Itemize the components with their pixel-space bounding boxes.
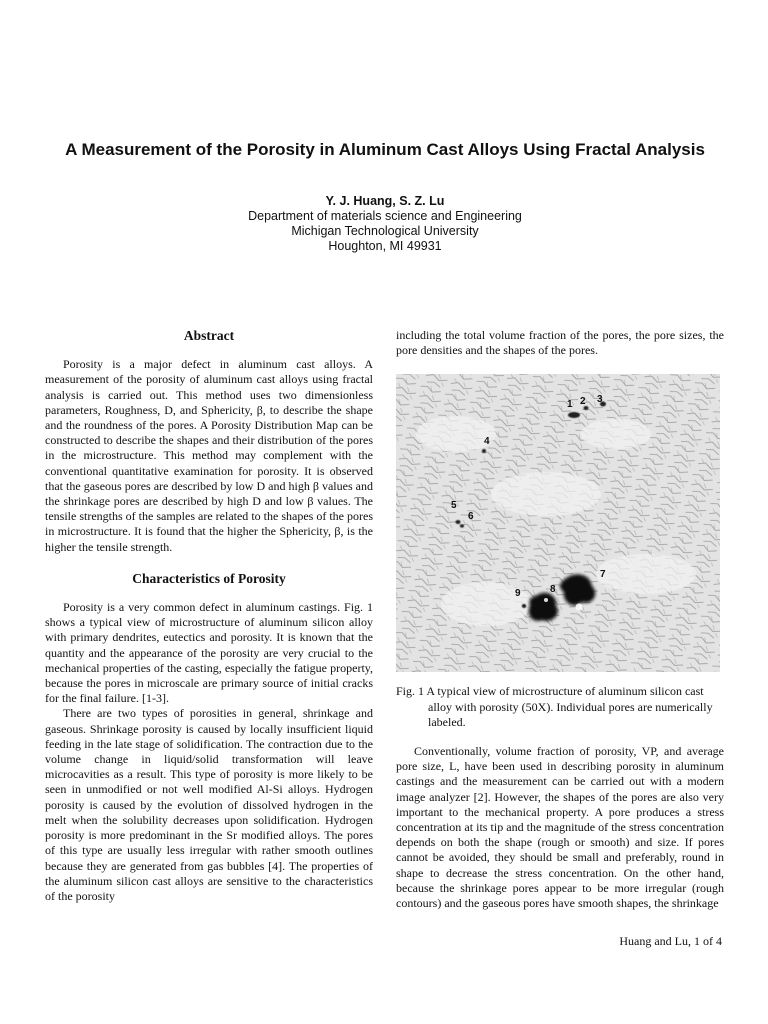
- paper-title: A Measurement of the Porosity in Aluminum Cast Alloys Using Fractal Analysis: [65, 140, 705, 159]
- pore-label-7: 7: [600, 569, 606, 581]
- pore-9: [522, 604, 526, 608]
- section-paragraph-1: Porosity is a very common defect in aluminum castings. Fig. 1 shows a typical view of microstructure of aluminum silicon alloy with primary dendrites, eutectics and porosity. It is known that the quantity and the appearance of the porosity are very crucial to the mechanical properties of the casting, especially the fatigue property, because the pores in microscale are primary source of initial cracks for the final failure. [1-3].: [45, 600, 373, 706]
- figure-caption: Fig. 1 A typical view of microstructure of aluminum silicon cast alloy with porosity (50X). Individual pores are numerically labeled.: [396, 684, 713, 729]
- author-address: Houghton, MI 49931: [328, 239, 442, 253]
- pore-4: [482, 449, 486, 453]
- pore-label-1: 1: [567, 399, 573, 411]
- pore-label-5: 5: [451, 500, 457, 512]
- right-paragraph: Conventionally, volume fraction of porosity, VP, and average pore size, L, have been used in describing porosity in aluminum castings and the measurement can be carried out with a modern image analyzer [2]. However, the shapes of the pores are also very important to the mechanical property. A pore produces a stress concentration at its tip and the magnitude of the stress concentration depends on both the shape (rough or smooth) and size. If pores cannot be avoided, they should be small and preferably, round in shape to decrease the stress concentration. On the other hand, because the shrinkage pores appear to be more irregular (rough contours) and the gaseous pores have smooth shapes, the shrinkage: [396, 744, 724, 911]
- section-heading: Characteristics of Porosity: [132, 570, 286, 586]
- author-names: Y. J. Huang, S. Z. Lu: [325, 194, 445, 208]
- pore-8: [529, 593, 558, 621]
- pore-label-6: 6: [468, 511, 474, 523]
- section-paragraph-2: There are two types of porosities in general, shrinkage and gaseous. Shrinkage porosity is caused by locally insufficient liquid feeding in the late stage of solidification. The contraction due to the volume change in liquid/solid transformation will leave microcavities as a result. This type of porosity is more likely to be seen in unmodified or not well modified Al-Si alloys. Hydrogen porosity is caused by the evolution of dissolved hydrogen in the melt when the solubility decreases upon solidification. Hydrogen porosity is more predominant in the Sr modified alloys. The pores of this type are usually less irregular with rather smooth outlines because they are generated from gas bubbles [4]. The properties of the aluminum silicon cast alloys are sensitive to the characteristics of the porosity: [45, 706, 373, 903]
- abstract-text: Porosity is a major defect in aluminum cast alloys. A measurement of the porosity of aluminum cast alloys using fractal analysis is carried out. This method uses two dimensionless parameters, Roughness, D, and Sphericity, β, to describe the shape and the roundness of the pores. A Porosity Distribution Map can be constructed to describe the shapes and their distribution of the pores in the microstructure. This method may complement with the conventional quantitative examination for porosity. It is observed that the gaseous pores are described by low D and high β values and the shrinkage pores are described by high D and low β values. The tensile strengths of the samples are related to the shapes of the pores in microstructure. It is found that the higher the Sphericity, β, is the higher the tensile strength.: [45, 357, 373, 554]
- author-university: Michigan Technological University: [291, 224, 479, 238]
- pore-6: [460, 525, 464, 528]
- pore-label-9: 9: [515, 588, 521, 600]
- right-column: [396, 328, 724, 911]
- pore-5: [456, 520, 461, 524]
- continuation-paragraph: including the total volume fraction of the pores, the pore sizes, the pore densities and the shapes of the pores.: [396, 328, 724, 358]
- page-footer: Huang and Lu, 1 of 4: [619, 934, 722, 948]
- pore-label-4: 4: [484, 436, 490, 448]
- author-department: Department of materials science and Engineering: [248, 209, 522, 223]
- pore-label-8: 8: [550, 584, 556, 596]
- pore-1: [568, 412, 580, 418]
- abstract-heading: Abstract: [183, 328, 235, 343]
- microstructure-figure: [396, 374, 720, 672]
- pore-label-2: 2: [580, 396, 586, 408]
- author-block: [60, 194, 710, 254]
- pore-label-3: 3: [597, 394, 603, 406]
- left-column: [45, 328, 373, 904]
